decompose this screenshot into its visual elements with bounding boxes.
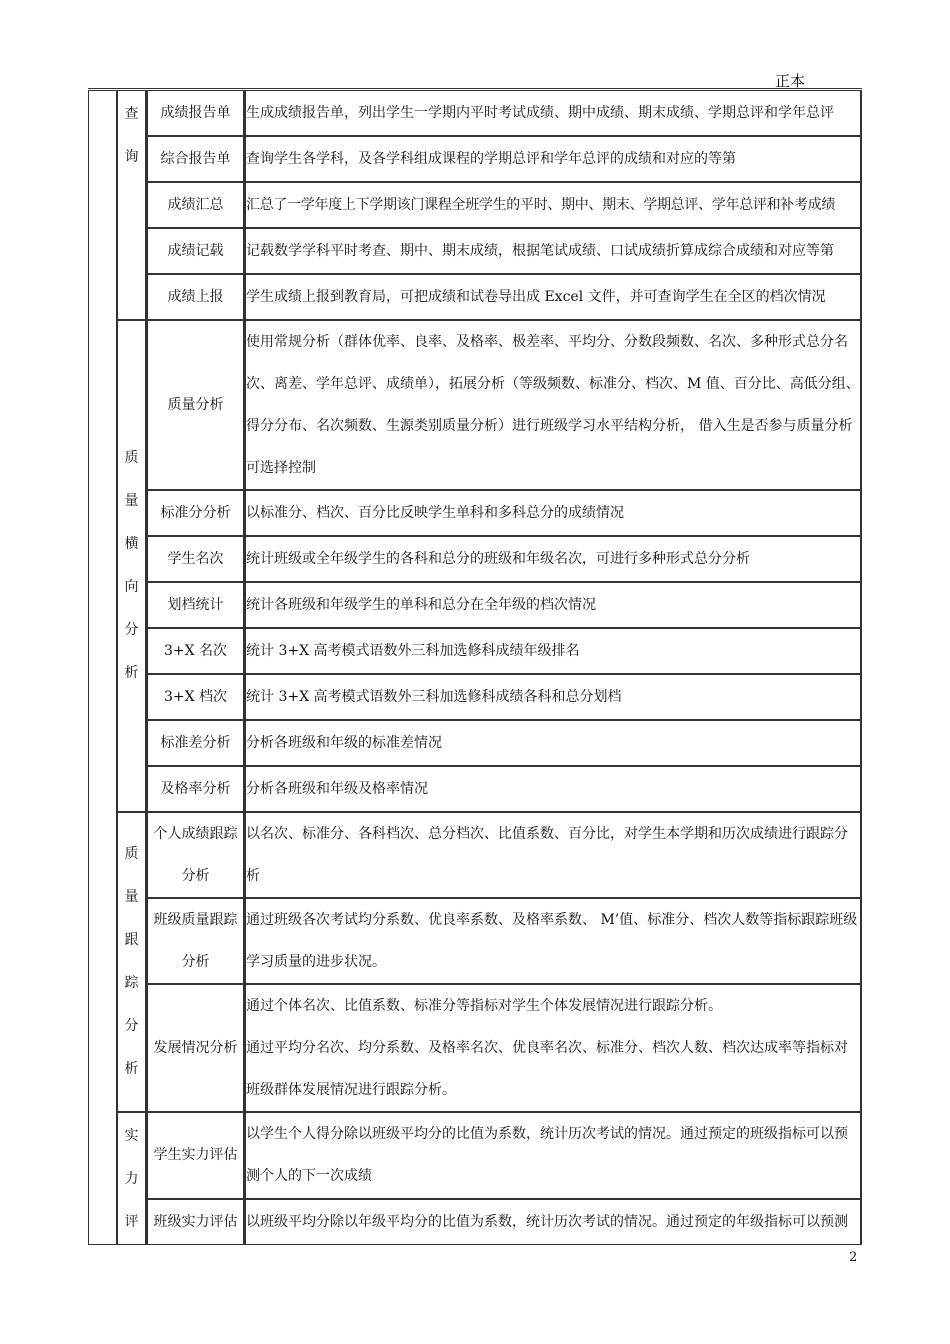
table-row-item: 综合报告单 [146,136,244,182]
table-row-desc: 汇总了一学年度上下学期该门课程全班学生的平时、期中、期末、学期总评、学年总评和补考成绩 [244,182,862,228]
desc-line: 通过平均分名次、均分系数、及格率名次、优良率名次、标准分、档次人数、档次达成率等指标对班级群体发展情况进行跟踪分析。 [246,1040,848,1098]
table-row-desc: 记载数学学科平时考查、期中、期末成绩，根据笔试成绩、口试成绩折算成综合成绩和对应等第 [244,228,862,274]
table-row-desc [244,984,862,1112]
table-row-desc: 通过班级各次考试均分系数、优良率系数、及格率系数、 M’值、标准分、档次人数等指标跟踪班级学习质量的进步状况。 [244,898,862,984]
table-row-desc: 以学生个人得分除以班级平均分的比值为系数，统计历次考试的情况。通过预定的班级指标可以预测个人的下一次成绩 [244,1112,862,1199]
table-row-item: 发展情况分析 [146,984,244,1112]
table-row-item: 班级质量跟踪分析 [146,898,244,984]
table-row-desc: 分析各班级和年级及格率情况 [244,766,862,812]
table-row-item: 质量分析 [146,320,244,490]
table-row-desc: 统计 3+X 高考模式语数外三科加选修科成绩各科和总分划档 [244,674,862,720]
table-row-desc: 学生成绩上报到教育局，可把成绩和试卷导出成 Excel 文件，并可查询学生在全区的档次情况 [244,274,862,320]
group-label-horizontal-analysis: 质量横向分析 [116,320,146,812]
feature-table [88,90,862,1245]
page-number: 2 [849,1250,858,1265]
table-row-item: 个人成绩跟踪分析 [146,812,244,898]
table-row-desc: 查询学生各学科，及各学科组成课程的学期总评和学年总评的成绩和对应的等第 [244,136,862,182]
table-row-item: 成绩上报 [146,274,244,320]
table-row-desc: 生成成绩报告单，列出学生一学期内平时考试成绩、期中成绩、期末成绩、学期总评和学年总评 [244,90,862,136]
table-row-desc: 统计班级或全年级学生的各科和总分的班级和年级名次，可进行多种形式总分分析 [244,536,862,582]
table-row-desc: 统计各班级和年级学生的单科和总分在全年级的档次情况 [244,582,862,628]
table-row-item: 成绩记载 [146,228,244,274]
table-row-desc: 以班级平均分除以年级平均分的比值为系数，统计历次考试的情况。通过预定的年级指标可以预测 [244,1199,862,1245]
table-row-desc: 以名次、标准分、各科档次、总分档次、比值系数、百分比，对学生本学期和历次成绩进行跟踪分析 [244,812,862,898]
outer-margin-cell [88,90,116,1245]
header-text: 正本 [775,72,806,90]
group-label-tracking-analysis: 质量跟踪分析 [116,812,146,1112]
table-row-desc: 使用常规分析（群体优率、良率、及格率、极差率、平均分、分数段频数、名次、多种形式总分名次、离差、学年总评、成绩单），拓展分析（等级频数、标准分、档次、M 值、百分比、高低分组、得分分布、名次频数、生源类别质量分析）进行班级学习水平结构分析， 借入生是否参与质量分析可选择控制 [244,320,862,490]
table-row-item: 成绩汇总 [146,182,244,228]
table-row-desc: 以标准分、档次、百分比反映学生单科和多科总分的成绩情况 [244,490,862,536]
header-rule [88,88,862,89]
table-row-item: 3+X 名次 [146,628,244,674]
table-row-item: 及格率分析 [146,766,244,812]
table-row-desc: 分析各班级和年级的标准差情况 [244,720,862,766]
table-row-desc: 统计 3+X 高考模式语数外三科加选修科成绩年级排名 [244,628,862,674]
table-row-item: 标准分分析 [146,490,244,536]
table-row-item: 标准差分析 [146,720,244,766]
table-row-item: 成绩报告单 [146,90,244,136]
table-row-item: 学生实力评估 [146,1112,244,1199]
group-label-query: 查询 [116,90,146,320]
table-row-item: 学生名次 [146,536,244,582]
desc-line: 通过个体名次、比值系数、标准分等指标对学生个体发展情况进行跟踪分析。 [246,998,722,1014]
table-row-item: 班级实力评估 [146,1199,244,1245]
table-row-item: 划档统计 [146,582,244,628]
group-label-strength-eval: 实力评 [116,1112,146,1245]
table-row-item: 3+X 档次 [146,674,244,720]
